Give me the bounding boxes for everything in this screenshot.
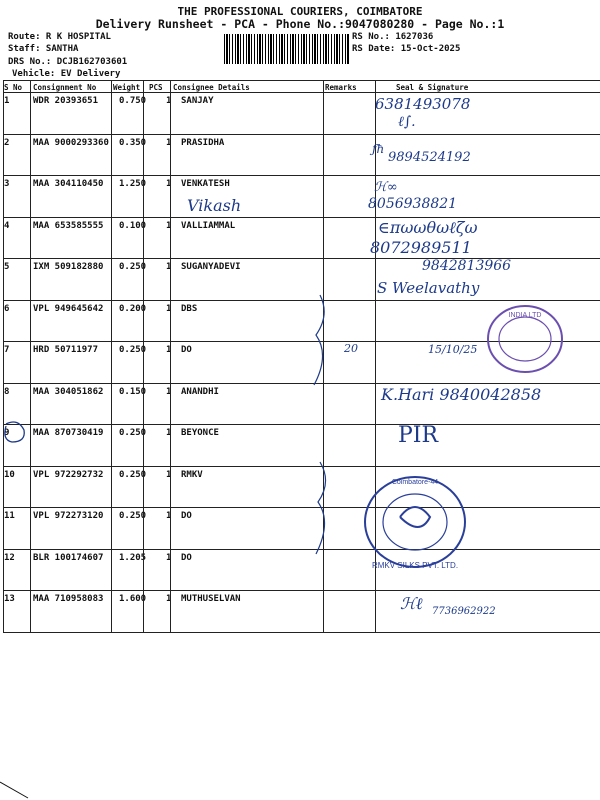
handwritten-phone-row5: 9842813966 [422, 258, 512, 274]
row-weight: 0.750 [119, 96, 147, 106]
route-label: Route: R K HOSPITAL [8, 32, 111, 42]
row-sno: 3 [4, 179, 10, 189]
row-consignment-no: MAA 870730419 [33, 428, 104, 438]
row-consignee: ANANDHI [181, 386, 219, 397]
row-consignee: BEYONCE [181, 428, 219, 438]
row-sno: 4 [4, 220, 10, 231]
brace-mark-upper [314, 295, 324, 385]
row-sno: 2 [4, 137, 10, 148]
row-consignment-no: VPL 972292732 [33, 469, 104, 480]
signature-row4: ∈πωωθωℓζω [378, 218, 478, 237]
row-pcs: 1 [166, 428, 172, 438]
row-sno: 8 [4, 386, 10, 397]
signature-row2: ƒħ [372, 142, 385, 156]
row-pcs: 1 [166, 511, 172, 521]
row-consignment-no: MAA 710958083 [33, 594, 104, 604]
rs-number: RS No.: 1627036 [352, 32, 434, 42]
corner-mark [0, 782, 28, 798]
row-consignee: SUGANYADEVI [181, 262, 241, 272]
row-consignment-no: VPL 949645642 [33, 303, 104, 314]
row-sno: 7 [4, 345, 10, 355]
row-consignment-no: HRD 50711977 [33, 345, 99, 355]
handwritten-phone-row2: 9894524192 [388, 150, 471, 165]
header-consignee: Consignee Details [173, 83, 250, 92]
row-sno: 6 [4, 303, 10, 314]
row-sno: 9 [4, 428, 10, 438]
row-weight: 0.250 [119, 469, 147, 480]
handwritten-phone-row4: 8072989511 [370, 238, 472, 257]
row-consignee: DO [181, 345, 192, 355]
staff-label: Staff: SANTHA [8, 44, 79, 54]
india-ltd-stamp-text: INDIA LTD [508, 312, 542, 319]
signature-row13: ℋℓ [400, 594, 423, 613]
row-consignee: MUTHUSELVAN [181, 594, 241, 604]
runsheet-subtitle: Delivery Runsheet - PCA - Phone No.:9047080280 - Page No.:1 [95, 17, 505, 31]
row-sno: 10 [4, 469, 15, 480]
handwritten-phone-row13: 7736962922 [432, 606, 496, 617]
company-title: THE PROFESSIONAL COURIERS, COIMBATORE [177, 5, 423, 18]
header-consignment: Consignment No [33, 83, 97, 92]
signature-row3: ℋ∞ [374, 180, 398, 195]
rs-date: RS Date: 15-Oct-2025 [352, 44, 461, 54]
row-pcs: 1 [166, 345, 172, 355]
handwritten-date-row7: 15/10/25 [428, 343, 478, 356]
row-sno: 13 [4, 594, 15, 604]
row-weight: 1.600 [119, 594, 147, 604]
handwritten-name-row5: S Weelavathy [377, 279, 480, 297]
brace-mark-lower [316, 462, 326, 554]
row-consignment-no: MAA 304051862 [33, 386, 104, 397]
rmkv-stamp-text: RMKV SILKS PVT. LTD. [371, 561, 459, 570]
rmkv-stamp [360, 472, 470, 572]
row-weight: 1.205 [119, 552, 147, 563]
row-weight: 0.250 [119, 262, 147, 272]
handwritten-name-row3: Vikash [187, 196, 242, 215]
row-consignee: DO [181, 552, 192, 563]
row-weight: 0.250 [119, 511, 147, 521]
row-pcs: 1 [166, 220, 172, 231]
signature-row1: ℓ∫. [398, 114, 416, 130]
row-consignment-no: WDR 20393651 [33, 96, 99, 106]
row-weight: 0.200 [119, 303, 147, 314]
row-sno: 11 [4, 511, 15, 521]
row-weight: 0.150 [119, 386, 147, 397]
row-consignment-no: BLR 100174607 [33, 552, 104, 563]
row-pcs: 1 [166, 303, 172, 314]
vehicle-label: Vehicle: EV Delivery [12, 69, 121, 79]
row-consignment-no: VPL 972273120 [33, 511, 104, 521]
handwritten-phone-row1: 6381493078 [375, 95, 471, 113]
circle-mark-row9 [5, 422, 24, 442]
handwritten-phone-row3: 8056938821 [368, 196, 458, 212]
handwritten-remark-row7: 20 [344, 342, 358, 355]
row-consignee: DBS [181, 303, 198, 314]
row-pcs: 1 [166, 137, 172, 148]
rmkv-stamp-signature [400, 507, 430, 527]
row-weight: 0.350 [119, 137, 147, 148]
row-consignee: SANJAY [181, 96, 214, 106]
handwritten-signature-row9: PIR [398, 423, 439, 448]
row-weight: 0.250 [119, 428, 147, 438]
row-sno: 5 [4, 262, 10, 272]
row-consignee: RMKV [181, 469, 203, 480]
india-ltd-stamp [485, 303, 565, 375]
row-consignee: VENKATESH [181, 179, 230, 189]
row-consignment-no: MAA 304110450 [33, 179, 104, 189]
header-remarks: Remarks [325, 83, 357, 92]
handwritten-signature-row8: K.Hari 9840042858 [381, 385, 542, 404]
rmkv-stamp-city: Coimbatore-44 [391, 479, 439, 486]
row-pcs: 1 [166, 469, 172, 480]
header-pcs: PCS [149, 83, 163, 92]
row-weight: 0.100 [119, 220, 147, 231]
row-consignee: DO [181, 511, 192, 521]
row-weight: 0.250 [119, 345, 147, 355]
row-sno: 12 [4, 552, 15, 563]
header-weight: Weight [113, 83, 141, 92]
row-pcs: 1 [166, 386, 172, 397]
header-seal: Seal & Signature [396, 83, 469, 92]
row-pcs: 1 [166, 179, 172, 189]
row-consignee: VALLIAMMAL [181, 220, 236, 231]
row-consignment-no: IXM 509182880 [33, 262, 104, 272]
header-sno: S No [4, 83, 23, 92]
drs-label: DRS No.: DCJB162703601 [8, 57, 128, 67]
row-pcs: 1 [166, 594, 172, 604]
row-sno: 1 [4, 96, 10, 106]
row-pcs: 1 [166, 552, 172, 563]
row-pcs: 1 [166, 262, 172, 272]
row-consignment-no: MAA 653585555 [33, 220, 104, 231]
row-consignee: PRASIDHA [181, 137, 225, 148]
row-consignment-no: MAA 9000293360 [33, 137, 109, 148]
row-weight: 1.250 [119, 179, 147, 189]
row-pcs: 1 [166, 96, 172, 106]
